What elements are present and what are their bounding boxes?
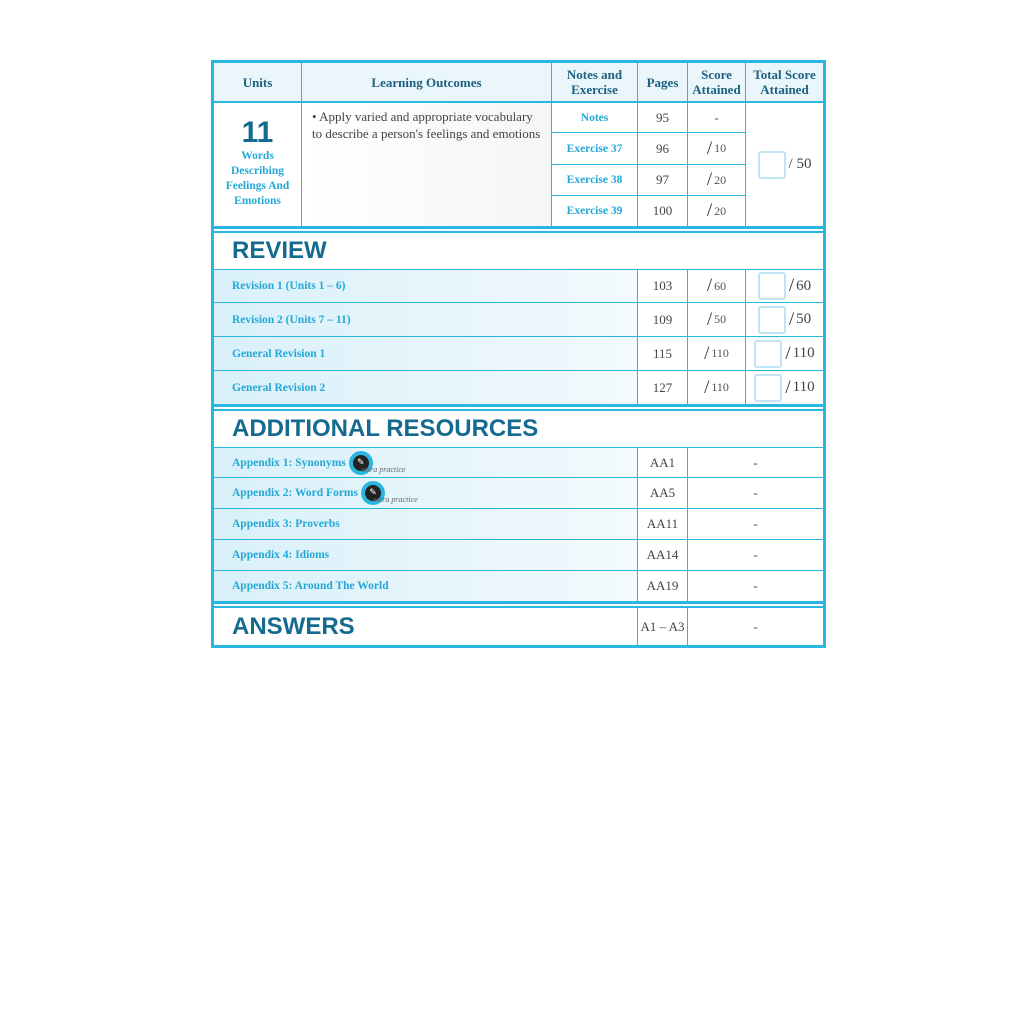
review-page: 115 <box>638 337 688 371</box>
unit-row-score <box>688 196 746 227</box>
slash: / <box>706 137 713 159</box>
total-max: 50 <box>796 311 812 327</box>
score-max: 10 <box>714 141 727 155</box>
extra-practice-icon: ✎ <box>361 481 385 505</box>
unit-row-exercise-39[interactable]: Exercise 39 <box>552 196 638 227</box>
review-row-revision-1[interactable]: Revision 1 (Units 1 – 6) <box>214 269 638 303</box>
appendix-page: AA11 <box>638 509 688 540</box>
extra-practice-label: extra practice <box>360 464 406 474</box>
slash: / <box>706 169 713 190</box>
unit-total-score <box>746 103 823 227</box>
total-max: 110 <box>792 345 815 361</box>
score-input-box[interactable] <box>754 374 782 402</box>
score-input-box[interactable] <box>758 151 786 179</box>
appendix-row-around-the-world[interactable]: Appendix 5: Around The World <box>214 571 638 602</box>
review-row-revision-2[interactable]: Revision 2 (Units 7 – 11) <box>214 303 638 337</box>
slash: / <box>788 275 795 296</box>
appendix-row-proverbs[interactable]: Appendix 3: Proverbs <box>214 509 638 540</box>
score-max: 20 <box>714 172 727 187</box>
unit-row-notes[interactable]: Notes <box>552 103 638 133</box>
appendix-value: - <box>688 509 823 540</box>
unit-row-exercise-38[interactable]: Exercise 38 <box>552 165 638 196</box>
appendix-label: Appendix 1: Synonyms <box>232 456 346 469</box>
header-units: Units <box>214 63 302 103</box>
unit-row-page: 96 <box>638 133 688 165</box>
appendix-value: - <box>688 447 823 478</box>
appendix-value: - <box>688 540 823 571</box>
unit-row-score: - <box>688 103 746 133</box>
extra-practice-icon: ✎ <box>349 451 373 475</box>
score-max: 110 <box>711 380 729 394</box>
slash: / <box>785 342 791 364</box>
appendix-row-idioms[interactable]: Appendix 4: Idioms <box>214 540 638 571</box>
review-page: 109 <box>638 303 688 337</box>
header-score-attained: Score Attained <box>688 63 746 103</box>
review-page: 103 <box>638 269 688 303</box>
appendix-page: AA1 <box>638 447 688 478</box>
score-max: 50 <box>714 312 727 326</box>
slash: / <box>788 308 795 330</box>
slash: / <box>704 376 710 398</box>
unit-row-score <box>688 165 746 196</box>
total-max: 60 <box>796 277 812 294</box>
header-learning-outcomes: Learning Outcomes <box>302 63 552 103</box>
review-score <box>688 337 746 371</box>
review-page: 127 <box>638 371 688 405</box>
extra-practice-label: extra practice <box>372 495 418 504</box>
total-max: 110 <box>792 379 815 395</box>
review-total <box>746 371 823 405</box>
appendix-value: - <box>688 478 823 509</box>
header-notes-exercise: Notes and Exercise <box>552 63 638 103</box>
unit-cell <box>214 103 302 227</box>
slash: / <box>706 275 713 296</box>
appendix-page: AA14 <box>638 540 688 571</box>
review-row-general-revision-1[interactable]: General Revision 1 <box>214 337 638 371</box>
review-score <box>688 371 746 405</box>
unit-title: Words Describing Feelings And Emotions <box>225 150 290 207</box>
score-max: 20 <box>714 203 727 218</box>
slash: / <box>706 308 713 330</box>
header-pages: Pages <box>638 63 688 103</box>
slash: / <box>704 342 710 364</box>
review-score <box>688 303 746 337</box>
extra-practice-badge[interactable] <box>361 481 418 505</box>
appendix-page: AA19 <box>638 571 688 602</box>
total-max: / 50 <box>788 156 812 172</box>
slash: / <box>785 376 791 398</box>
learning-outcome: • Apply varied and appropriate vocabulary to describe a person's feelings and emotions <box>302 103 552 227</box>
unit-row-score <box>688 133 746 165</box>
section-title-review: REVIEW <box>232 237 327 264</box>
slash: / <box>706 200 713 221</box>
review-score <box>688 269 746 303</box>
score-input-box[interactable] <box>758 272 786 300</box>
review-total <box>746 303 823 337</box>
section-title-answers: ANSWERS <box>214 608 638 645</box>
unit-row-page: 97 <box>638 165 688 196</box>
review-row-general-revision-2[interactable]: General Revision 2 <box>214 371 638 405</box>
answers-value: - <box>753 618 758 634</box>
answers-page[interactable]: A1 – A3 <box>638 608 688 645</box>
review-total <box>746 269 823 303</box>
score-max: 60 <box>714 278 727 293</box>
score-input-box[interactable] <box>758 306 786 334</box>
section-title-additional-resources: ADDITIONAL RESOURCES <box>232 415 539 442</box>
score-max: 110 <box>711 346 729 360</box>
header-total-score: Total Score Attained <box>746 63 823 103</box>
appendix-row-word-forms[interactable] <box>214 478 638 509</box>
unit-number: 11 <box>241 116 274 149</box>
appendix-value: - <box>688 571 823 602</box>
unit-row-exercise-37[interactable]: Exercise 37 <box>552 133 638 165</box>
appendix-page: AA5 <box>638 478 688 509</box>
score-input-box[interactable] <box>754 340 782 368</box>
unit-row-page: 95 <box>638 103 688 133</box>
review-total <box>746 337 823 371</box>
appendix-row-synonyms[interactable] <box>214 447 638 478</box>
progress-table <box>211 60 826 648</box>
appendix-label: Appendix 2: Word Forms <box>232 487 358 499</box>
extra-practice-badge[interactable] <box>349 451 406 475</box>
unit-row-page: 100 <box>638 196 688 227</box>
